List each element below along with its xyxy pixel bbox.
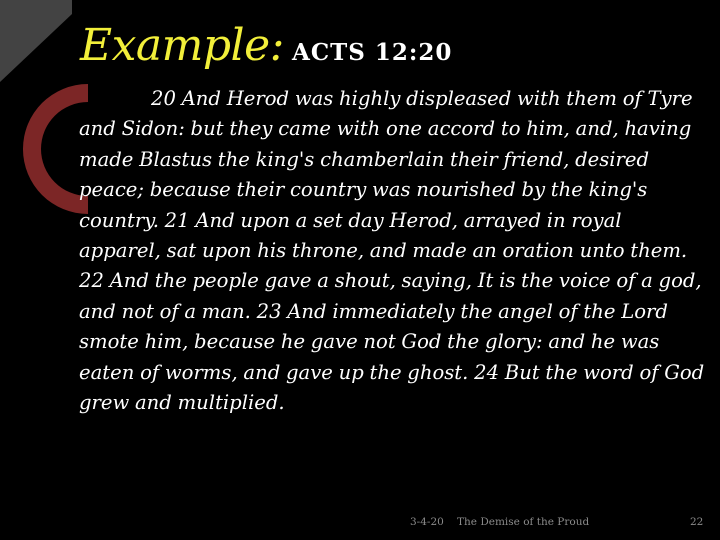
footer-presentation-title: The Demise of the Proud — [457, 516, 590, 528]
gray-corner-shape — [0, 0, 72, 82]
slide-title — [80, 20, 452, 71]
title-label: Example: — [80, 20, 284, 71]
scripture-body — [79, 84, 707, 418]
verse-text: 20 And Herod was highly displeased with them of Tyre and Sidon: but they came with one accord to him, and, having made Blastus the king's chamberlain their friend, desired peace; because their country was nourished by the king's country. 21 And upon a set day Herod, arrayed in royal apparel, sat upon his throne, and made an oration unto them. 22 And the people gave a shout, saying, It is the voice of a god, and not of a man. 23 And immediately the angel of the Lord smote him, because he gave not God the glory: and he was eaten of worms, and gave up the ghost. 24 But the word of God grew and multiplied. — [79, 87, 705, 415]
scripture-reference: ACTS 12:20 — [292, 39, 453, 66]
footer-date: 3-4-20 — [410, 516, 444, 528]
footer-page-number: 22 — [690, 516, 704, 528]
